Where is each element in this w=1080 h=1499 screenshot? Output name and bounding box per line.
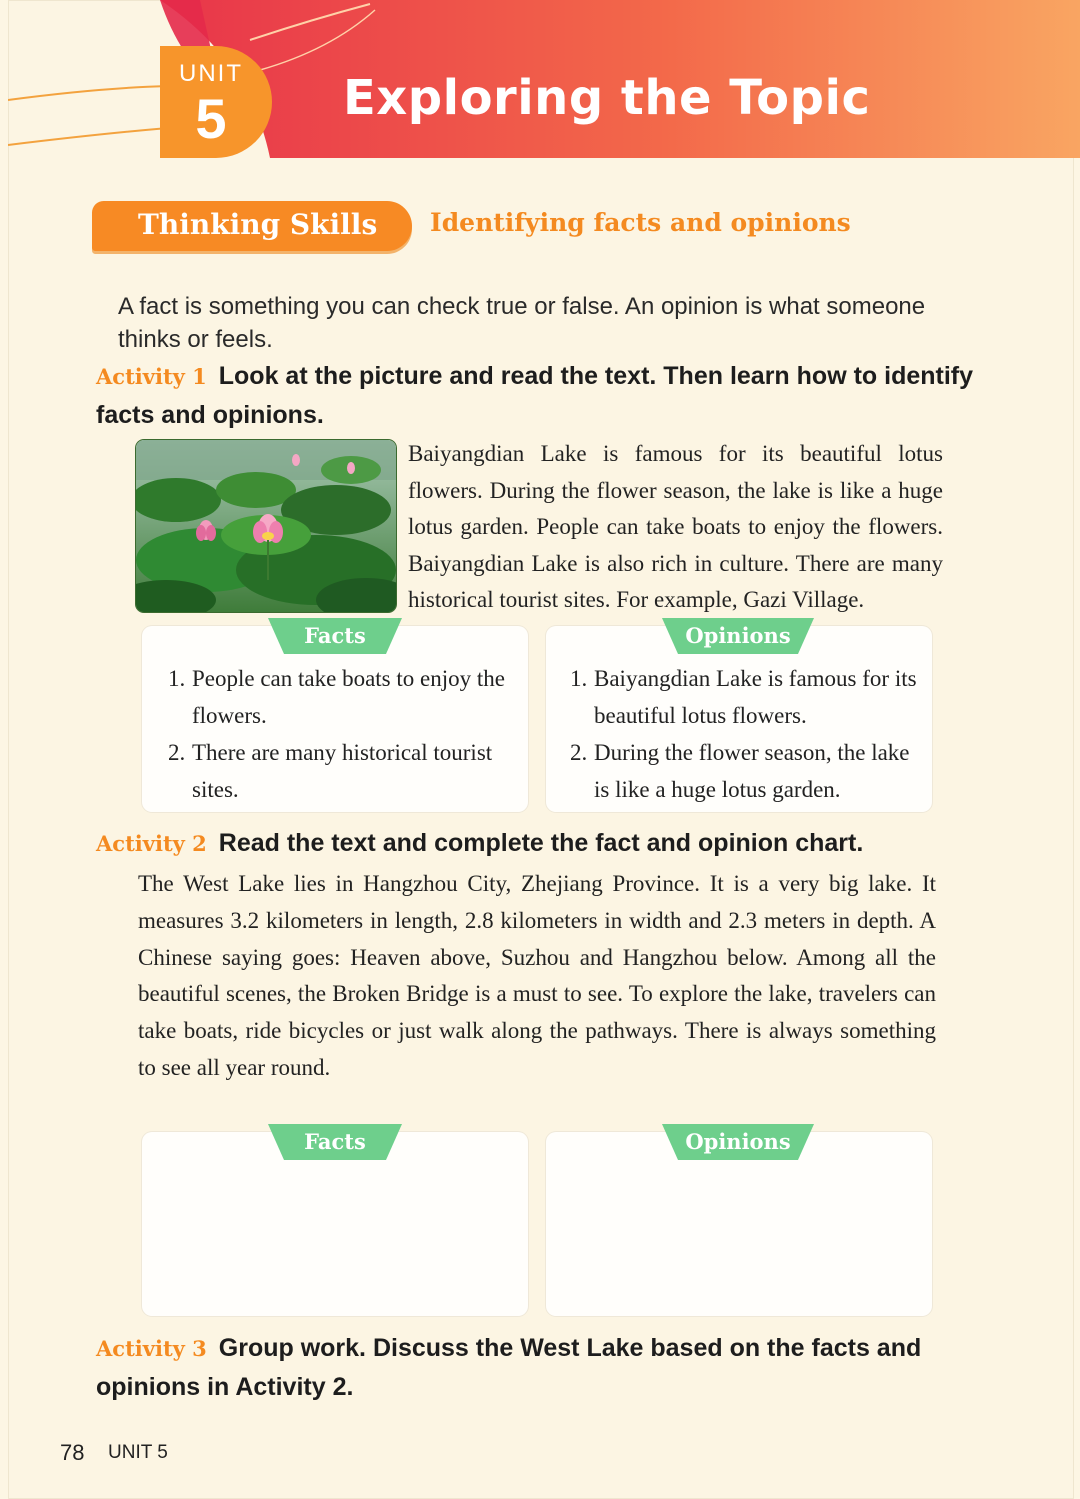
unit-number: 5 <box>195 87 227 150</box>
item-number: 2. <box>570 740 588 765</box>
thinking-skills-label: Thinking Skills <box>138 208 378 241</box>
activity-2-label: Activity 2 <box>96 831 207 856</box>
activity-1-opinions-card <box>546 623 932 812</box>
activity-3-heading <box>96 1329 956 1406</box>
item-number: 1. <box>570 666 588 691</box>
list-item <box>570 660 920 734</box>
opinions-list <box>570 660 920 808</box>
opinions-tab-label: Opinions <box>685 1129 791 1154</box>
list-item <box>570 734 920 808</box>
item-text: During the flower season, the lake is like a huge lotus garden. <box>594 740 910 802</box>
item-text: There are many historical tourist sites. <box>192 740 493 802</box>
facts-tab <box>268 1124 402 1160</box>
activity-2-instruction: Read the text and complete the fact and opinion chart. <box>218 829 864 857</box>
unit-badge <box>160 46 272 158</box>
page-title: Exploring the Topic <box>343 70 871 126</box>
facts-list <box>168 660 508 808</box>
unit-word: UNIT <box>179 60 243 87</box>
facts-tab <box>268 618 402 654</box>
opinions-tab <box>662 1124 814 1160</box>
page-number: 78 <box>60 1440 85 1465</box>
activity-2-facts-card[interactable] <box>142 1129 528 1316</box>
intro-text: A fact is something you can check true or false. An opinion is what someone thinks or feels. <box>118 293 926 353</box>
opinions-tab-label: Opinions <box>685 623 791 648</box>
item-number: 2. <box>168 740 186 765</box>
footer-unit-label: UNIT 5 <box>108 1442 168 1463</box>
thinking-skills-pill <box>92 201 412 251</box>
activity-2-passage: The West Lake lies in Hangzhou City, Zhejiang Province. It is a very big lake. It measures 3.2 kilometers in length, 2.8 kilometers in width and 2.3 meters in depth. A Chinese saying goes: Heaven above, Suzhou and Hangzhou below. Among all the beautiful scenes, the Broken Bridge is a must to see. To explore the lake, travelers can take boats, ride bicycles or just walk along the pathways. There is always something to see all year round. <box>138 871 936 1080</box>
item-text: People can take boats to enjoy the flowers. <box>192 666 505 728</box>
activity-2-opinions-card[interactable] <box>546 1129 932 1316</box>
activity-1-heading <box>96 357 996 434</box>
activity-1-passage: Baiyangdian Lake is famous for its beautiful lotus flowers. During the flower season, the lake is like a huge lotus garden. People can take boats to enjoy the flowers. Baiyangdian Lake is also rich in culture. There are many historical tourist sites. For example, Gazi Village. <box>408 441 943 612</box>
list-item <box>168 734 508 808</box>
activity-3-instruction: Group work. Discuss the West Lake based on the facts and opinions in Activity 2. <box>96 1334 922 1401</box>
activity-2-heading <box>96 824 996 863</box>
opinions-tab <box>662 618 814 654</box>
item-number: 1. <box>168 666 186 691</box>
activity-1-instruction: Look at the picture and read the text. Then learn how to identify facts and opinions. <box>96 362 974 429</box>
list-item <box>168 660 508 734</box>
activity-3-label: Activity 3 <box>96 1336 207 1361</box>
facts-tab-label: Facts <box>304 623 366 648</box>
item-text: Baiyangdian Lake is famous for its beautiful lotus flowers. <box>594 666 917 728</box>
skills-subtitle: Identifying facts and opinions <box>430 208 851 237</box>
activity-1-label: Activity 1 <box>96 364 207 389</box>
activity-1-facts-card <box>142 623 528 812</box>
lotus-photo <box>136 440 396 612</box>
facts-tab-label: Facts <box>304 1129 366 1154</box>
